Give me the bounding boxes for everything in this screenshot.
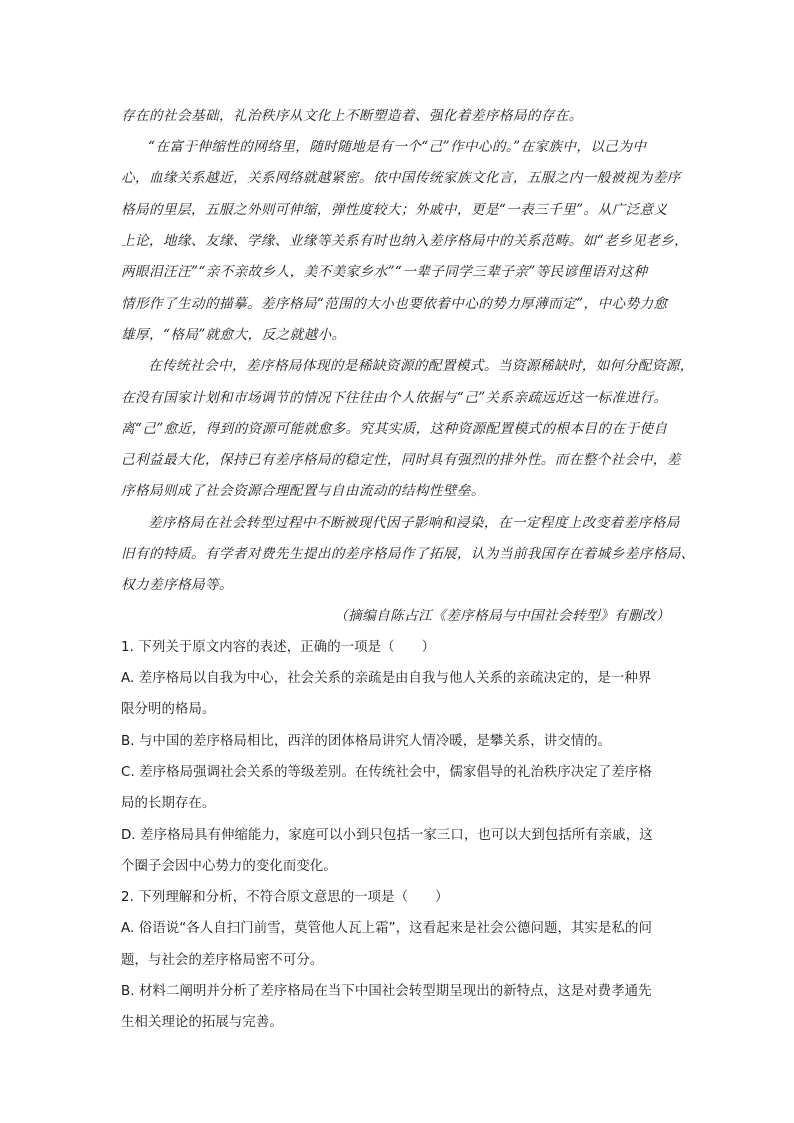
option-c: C. 差序格局强调社会关系的等级差别。在传统社会中，儒家倡导的礼治秩序决定了差序格	[121, 765, 652, 780]
option-a: A. 差序格局以自我为中心，社会关系的亲疏是由自我与他人关系的亲疏决定的，是一种界	[121, 671, 652, 686]
option-d-cont: 个圈子会因中心势力的变化而变化。	[121, 859, 337, 874]
passage-line: 雄厚，“格局”就愈大，反之就越小。	[121, 327, 346, 343]
option-c-cont: 局的长期存在。	[121, 796, 216, 811]
question-stem: 1. 下列关于原文内容的表述，正确的一项是（ ）	[121, 640, 436, 655]
passage-line: 心，血缘关系越近，关系网络就越紧密。依中国传统家族文化言，五服之内一般被视为差序	[121, 170, 681, 186]
passage-line: 情形作了生动的描摹。差序格局“范围的大小也要依着中心的势力厚薄而定”，中心势力愈	[121, 296, 668, 312]
passage-line: 存在的社会基础，礼治秩序从文化上不断塑造着、强化着差序格局的存在。	[121, 108, 583, 124]
option-a: A. 俗语说“各人自扫门前雪，莫管他人瓦上霜”，这看起来是社会公德问题，其实是私的问	[121, 921, 652, 936]
option-a-cont: 限分明的格局。	[121, 702, 216, 717]
passage-line: 己利益最大化，保持已有差序格局的稳定性，同时具有强烈的排外性。而在整个社会中，差	[121, 452, 681, 468]
passage-line: 格局的里层，五服之外则可伸缩，弹性度较大；外戚中，更是“一表三千里”。从广泛意义	[121, 202, 668, 218]
option-b: B. 材料二阐明并分析了差序格局在当下中国社会转型期呈现出的新特点，这是对费孝通先	[121, 984, 652, 999]
passage-line: 差序格局在社会转型过程中不断被现代因子影响和浸染，在一定程度上改变着差序格局	[148, 515, 680, 531]
passage-line: 两眼泪汪汪”“亲不亲故乡人，美不美家乡水”“一辈子同学三辈子亲”等民谚俚语对这种	[121, 264, 648, 280]
option-a-cont: 题，与社会的差序格局密不可分。	[121, 953, 324, 968]
option-b: B. 与中国的差序格局相比，西洋的团体格局讲究人情冷暖，是攀关系，讲交情的。	[121, 734, 612, 749]
question-stem: 2. 下列理解和分析，不符合原文意思的一项是（ ）	[121, 890, 449, 905]
passage-line: 旧有的特质。有学者对费先生提出的差序格局作了拓展，认为当前我国存在着城乡差序格局、	[121, 546, 695, 562]
passage-line: 上论，地缘、友缘、学缘、业缘等关系有时也纳入差序格局中的关系范畴。如“老乡见老乡，	[121, 233, 689, 249]
passage-line: 离“己”愈近，得到的资源可能就愈多。究其实质，这种资源配置模式的根本目的在于使自	[121, 421, 668, 437]
passage-line: 在传统社会中，差序格局体现的是稀缺资源的配置模式。当资源稀缺时，如何分配资源，	[148, 358, 694, 374]
passage-line: 权力差序格局等。	[121, 577, 233, 593]
passage-line: 序格局则成了社会资源合理配置与自由流动的结构性壁垒。	[121, 483, 485, 499]
passage-source: （摘编自陈占江《差序格局与中国社会转型》有删改）	[334, 608, 670, 624]
option-b-cont: 生相关理论的拓展与完善。	[121, 1015, 283, 1030]
option-d: D. 差序格局具有伸缩能力，家庭可以小到只包括一家三口，也可以大到包括所有亲戚，这	[121, 828, 653, 843]
passage-line: “在富于伸缩性的网络里，随时随地是有一个“己”作中心的。”在家族中，以己为中	[148, 139, 647, 155]
passage-line: 在没有国家计划和市场调节的情况下往往由个人依据与“己”关系亲疏远近这一标准进行。	[121, 390, 668, 406]
